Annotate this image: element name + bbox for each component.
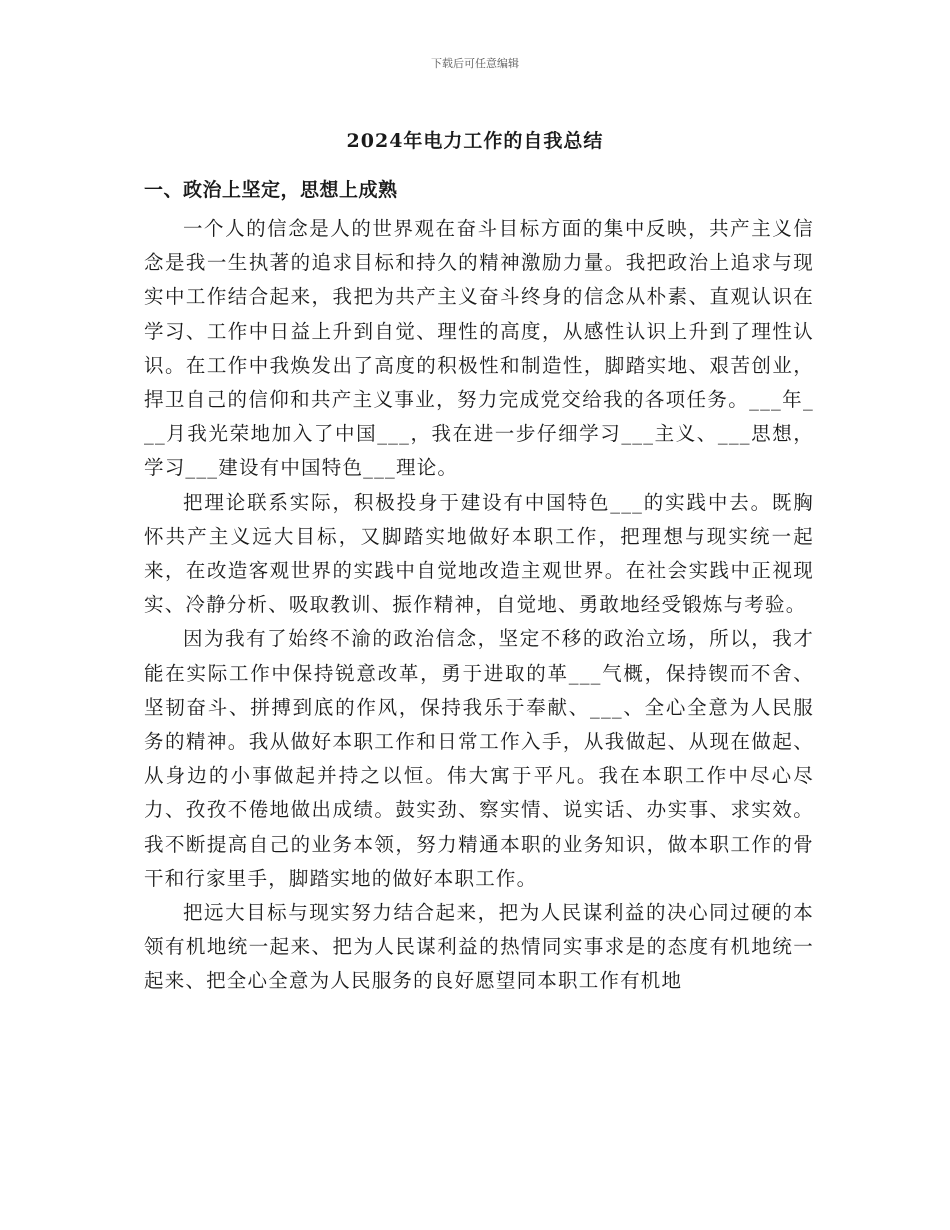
header-note: 下载后可任意编辑 <box>431 57 519 70</box>
page-title: 2024年电力工作的自我总结 <box>346 130 604 152</box>
paragraph: 一个人的信念是人的世界观在奋斗目标方面的集中反映，共产主义信念是我一生执著的追求目标和持久的精神激励力量。我把政治上追求与现实中工作结合起来，我把为共产主义奋斗终身的信念从朴素、直观认识在学习、工作中日益上升到自觉、理性的高度，从感性认识上升到了理性认识。在工作中我焕发出了高度的积极性和制造性，脚踏实地、艰苦创业，捍卫自己的信仰和共产主义事业，努力完成党交给我的各项任务。___年___月我光荣地加入了中国___，我在进一步仔细学习___主义、___思想，学习___建设有中国特色___理论。 <box>144 217 814 480</box>
paragraph: 因为我有了始终不渝的政治信念，坚定不移的政治立场，所以，我才能在实际工作中保持锐意改革，勇于进取的革___气概，保持锲而不舍、坚韧奋斗、拼搏到底的作风，保持我乐于奉献、___、全心全意为人民服务的精神。我从做好本职工作和日常工作入手，从我做起、从现在做起、从身边的小事做起并持之以恒。伟大寓于平凡。我在本职工作中尽心尽力、孜孜不倦地做出成绩。鼓实劲、察实情、说实话、办实事、求实效。我不断提高自己的业务本领，努力精通本职的业务知识，做本职工作的骨干和行家里手，脚踏实地的做好本职工作。 <box>144 627 814 890</box>
paragraph: 把远大目标与现实努力结合起来，把为人民谋利益的决心同过硬的本领有机地统一起来、把为人民谋利益的热情同实事求是的态度有机地统一起来、把全心全意为人民服务的良好愿望同本职工作有机地 <box>144 901 814 993</box>
paragraph: 把理论联系实际，积极投身于建设有中国特色___的实践中去。既胸怀共产主义远大目标，又脚踏实地做好本职工作，把理想与现实统一起来，在改造客观世界的实践中自觉地改造主观世界。在社会实践中正视现实、冷静分析、吸取教训、振作精神，自觉地、勇敢地经受锻炼与考验。 <box>144 490 814 617</box>
section-heading: 一、政治上坚定，思想上成熟 <box>144 179 398 201</box>
document-body <box>144 212 814 999</box>
